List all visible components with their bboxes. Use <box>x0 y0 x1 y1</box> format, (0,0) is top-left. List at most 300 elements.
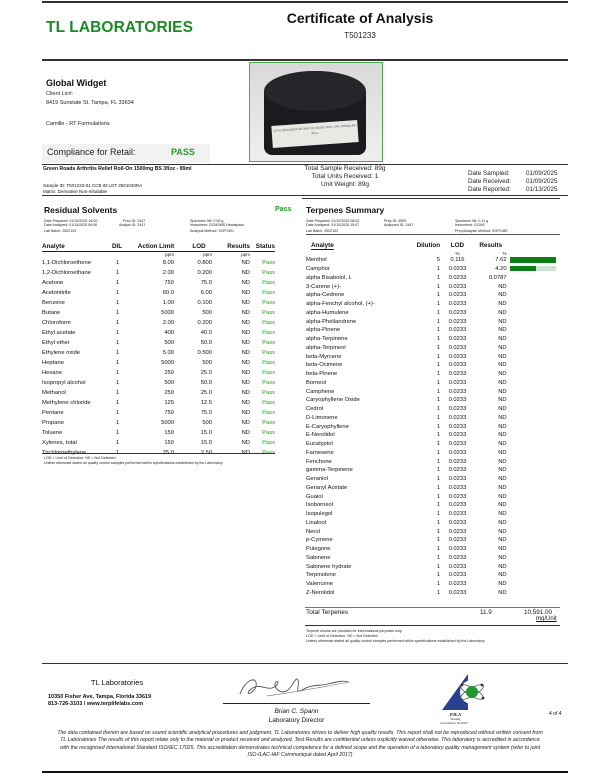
bar-cell <box>507 265 568 274</box>
dil-cell: 1 <box>116 330 120 336</box>
analyte-cell: Guaiol <box>306 493 323 500</box>
action-limit-cell: 750 <box>164 280 174 286</box>
lod-cell: 0.0233 <box>448 344 467 351</box>
product-name: Green Roads Arthritis Relief Roll-On 1500mg BS 3floz - 89ml <box>43 166 192 172</box>
action-limit-cell: 5000 <box>161 420 174 426</box>
bar-cell <box>507 274 568 283</box>
result-cell: ND <box>498 406 507 413</box>
result-cell: ND <box>241 370 250 376</box>
lod-cell: 500 <box>202 420 212 426</box>
result-cell: ND <box>498 371 507 378</box>
col-results: Results <box>479 242 503 249</box>
analyte-cell: Farnesene <box>306 449 334 456</box>
dilution-cell: 1 <box>436 449 441 456</box>
lod-cell: 0.200 <box>197 320 212 326</box>
rs-note-lod: LOD = Limit of Detection; ND = Not Detected <box>44 456 116 460</box>
dilution-cell: 1 <box>436 493 441 500</box>
lod-cell: 15.0 <box>200 440 212 446</box>
lod-cell: 0.0233 <box>448 546 467 553</box>
action-limit-cell: 125 <box>164 400 174 406</box>
analyte-cell: Methanol <box>42 390 66 396</box>
signer-name: Brian C. Spann <box>274 708 319 715</box>
total-units-received: Total Units Received: 1 <box>311 173 379 180</box>
date-sampled-label: Date Sampled: <box>468 170 510 177</box>
col-analyte: Analyte <box>311 242 334 249</box>
table-row <box>305 326 568 335</box>
analyte-cell: alpha-Phellandrene <box>306 318 357 325</box>
lod-cell: 0.800 <box>197 260 212 266</box>
analyte-cell: Fenchone <box>306 458 332 465</box>
lod-cell: 0.0233 <box>448 353 467 360</box>
result-cell: ND <box>498 318 507 325</box>
date-received-value: 01/09/2025 <box>526 178 558 185</box>
table-row <box>305 361 568 370</box>
table-row <box>305 274 568 283</box>
client-name: Global Widget <box>46 78 107 88</box>
bar-cell <box>507 387 568 396</box>
col-dil: DIL <box>112 242 132 251</box>
result-cell: ND <box>498 484 507 491</box>
result-cell: ND <box>498 589 507 596</box>
col-lod: LOD <box>180 242 218 251</box>
lod-cell: 0.0233 <box>448 493 467 500</box>
lod-cell: 0.0233 <box>448 266 467 273</box>
analyte-cell: gamma-Terpinene <box>306 467 353 474</box>
lod-cell: 0.0233 <box>448 423 467 430</box>
tp-analyst-id: Analyzed ID: 2447 <box>384 223 414 227</box>
dil-cell: 1 <box>116 260 120 266</box>
page-title: Certificate of Analysis <box>286 10 434 26</box>
lod-cell: 0.0233 <box>448 467 467 474</box>
compliance-box <box>42 144 210 163</box>
result-cell: ND <box>498 467 507 474</box>
action-limit-cell: 5.00 <box>162 350 174 356</box>
bar-cell <box>507 361 568 370</box>
lod-cell: 500 <box>202 360 212 366</box>
lod-cell: 0.0233 <box>448 362 467 369</box>
result-cell: ND <box>498 449 507 456</box>
dilution-cell: 1 <box>436 554 441 561</box>
dilution-cell: 1 <box>436 309 441 316</box>
status-cell: Pass <box>262 260 275 266</box>
table-header-row <box>42 242 275 251</box>
lod-cell: 0.0233 <box>448 301 467 308</box>
bar-cell <box>507 317 568 326</box>
table-row <box>305 379 568 388</box>
analyte-cell: 3-Carene (+)- <box>306 283 341 290</box>
rs-specimen-wt: Specimen Wt: 0.05 g <box>190 219 224 223</box>
analyte-cell: Acetone <box>42 280 64 286</box>
analyte-cell: alpha-Fenchyl alcohol, (+)- <box>306 301 375 308</box>
dilution-cell: 1 <box>436 379 441 386</box>
status-cell: Pass <box>262 370 275 376</box>
rs-date-prepared: Date Prepared: 01/10/2025 16:00 <box>44 219 98 223</box>
dil-cell: 1 <box>116 390 120 396</box>
tp-note-lod: LOD = Limit of Detection; ND = Not Detected <box>306 634 378 638</box>
tp-total-bottom-rule <box>305 625 560 626</box>
jar-label: LOT# 2501040RA ARTHRITIS RELIEF ROLL-ON 1500mg BS 3fl oz <box>271 120 358 148</box>
tp-meta-rule <box>306 234 560 235</box>
analyte-cell: alpha-Cedrene <box>306 292 345 299</box>
lod-cell: 0.0233 <box>448 388 467 395</box>
table-row <box>305 571 568 580</box>
total-sample-received: Total Sample Received: 89g <box>304 165 386 172</box>
table-row <box>305 265 568 274</box>
rs-lab-batch: Lab Batch: 2502129 <box>44 229 77 233</box>
result-bar <box>510 257 556 263</box>
table-row <box>305 422 568 431</box>
disclaimer: The data contained therein are based on sound scientific analytical procedures and judgment. TL Laboratories strives to deliver high quality results. This report shall not be reproduced without written consent from TL Laboratories The results of this report relate only to the material or product received and analyzed. Test Results are confidential unless explicitly waived otherwise. This laboratory is accredited in accordance with the recognised International Standard ISO/IEC 17025. This accreditation demonstrates technical competence for a defined scope and the operation of a laboratory quality management system (refer to joint ISO-ILAC-IAF Communiqué dated April 2017) <box>57 730 543 759</box>
table-row <box>305 335 568 344</box>
terpenes-top-rule <box>302 198 560 199</box>
dilution-cell: 1 <box>436 362 441 369</box>
result-cell: ND <box>241 270 250 276</box>
bar-cell <box>507 457 568 466</box>
bar-cell <box>507 545 568 554</box>
analyte-cell: Chloroform <box>42 320 71 326</box>
result-cell: ND <box>498 423 507 430</box>
analyte-cell: beta-Myrcene <box>306 353 342 360</box>
result-cell: ND <box>498 327 507 334</box>
table-row <box>42 358 275 368</box>
analyte-cell: Pentane <box>42 410 64 416</box>
result-cell: ND <box>498 537 507 544</box>
analyte-cell: Caryophyllene Oxide <box>306 397 360 404</box>
lod-cell: 0.100 <box>197 300 212 306</box>
table-row <box>305 431 568 440</box>
lod-cell: 0.0233 <box>448 371 467 378</box>
table-row <box>305 475 568 484</box>
status-cell: Pass <box>262 420 275 426</box>
col-dilution: Dilution <box>416 242 441 249</box>
lod-cell: 0.0233 <box>448 441 467 448</box>
lod-cell: 0.0233 <box>448 476 467 483</box>
bar-cell <box>507 379 568 388</box>
residual-solvents-table <box>42 242 275 458</box>
header-rule <box>42 59 568 61</box>
lod-cell: 0.0233 <box>448 572 467 579</box>
result-cell: ND <box>498 336 507 343</box>
bottom-rule <box>42 771 568 773</box>
bar-cell <box>507 282 568 291</box>
table-row <box>305 256 568 265</box>
dilution-cell: 1 <box>436 502 441 509</box>
lod-cell: 0.0233 <box>448 397 467 404</box>
analyte-cell: 1,1-Dichloroethene <box>42 260 91 266</box>
rs-prep-id: Prep ID: 2447 <box>123 219 146 223</box>
dilution-cell: 1 <box>436 266 441 273</box>
table-row <box>42 418 275 428</box>
rs-note-qc: Unless otherwise stated all quality control samples performed within specifications established by the Laboratory. <box>44 461 224 465</box>
lod-cell: 0.0233 <box>448 519 467 526</box>
lod-cell: 0.0233 <box>448 449 467 456</box>
result-cell: ND <box>498 397 507 404</box>
analyte-cell: alpha-Terpineol <box>306 344 346 351</box>
analyte-cell: Pulegone <box>306 546 331 553</box>
result-cell: ND <box>498 528 507 535</box>
result-cell: 4.20 <box>495 266 507 273</box>
table-row <box>42 278 275 288</box>
table-row <box>42 368 275 378</box>
unit-limit: ppm <box>165 252 174 258</box>
table-row <box>305 510 568 519</box>
compliance-status: PASS <box>171 147 195 157</box>
lod-cell: 0.0233 <box>448 502 467 509</box>
table-row <box>305 387 568 396</box>
dil-cell: 1 <box>116 410 120 416</box>
dilution-cell: 1 <box>436 572 441 579</box>
table-header-row <box>305 241 568 250</box>
tp-instrument: Instrument: GCMS <box>455 223 485 227</box>
status-cell: Pass <box>262 280 275 286</box>
table-row <box>305 440 568 449</box>
lod-cell: 0.0233 <box>448 283 467 290</box>
analyte-cell: Ethyl ether <box>42 340 70 346</box>
analyte-cell: Heptane <box>42 360 64 366</box>
table-row <box>42 438 275 448</box>
lod-cell: 0.0233 <box>448 379 467 386</box>
analyte-cell: Propane <box>42 420 64 426</box>
analyte-cell: Toluene <box>42 430 63 436</box>
result-cell: ND <box>498 546 507 553</box>
action-limit-cell: 5000 <box>161 310 174 316</box>
tp-prep-id: Prep ID: 4509 <box>384 219 407 223</box>
result-cell: ND <box>498 563 507 570</box>
pjla-logo-icon <box>438 672 488 712</box>
result-cell: ND <box>498 493 507 500</box>
table-row <box>42 308 275 318</box>
dilution-cell: 1 <box>436 274 441 281</box>
action-limit-cell: 250 <box>164 370 174 376</box>
client-license: Client Lic#: <box>46 91 74 97</box>
table-row <box>42 298 275 308</box>
footer-contact: 813-726-3103 / www.terplifelabs.com <box>48 701 144 707</box>
lod-cell: 0.0233 <box>448 414 467 421</box>
dilution-cell: 1 <box>436 563 441 570</box>
dil-cell: 1 <box>116 440 120 446</box>
dilution-cell: 1 <box>436 467 441 474</box>
analyte-cell: Isopropyl alcohol <box>42 380 86 386</box>
tp-note-qc: Unless otherwise stated all quality control samples performed within specifications established by the Laboratory. <box>306 639 486 643</box>
bar-cell <box>507 352 568 361</box>
tp-total-top-rule <box>305 607 560 608</box>
total-terpenes-label: Total Terpenes <box>306 609 349 616</box>
page-number: 4 of 4 <box>549 711 562 717</box>
bar-cell <box>507 562 568 571</box>
table-row <box>305 396 568 405</box>
table-row <box>42 288 275 298</box>
status-cell: Pass <box>262 410 275 416</box>
result-bar-fill <box>510 266 537 272</box>
unit-results: % <box>502 250 507 256</box>
result-cell: ND <box>498 414 507 421</box>
status-cell: Pass <box>262 400 275 406</box>
table-row <box>305 501 568 510</box>
status-cell: Pass <box>262 440 275 446</box>
status-cell: Pass <box>262 390 275 396</box>
result-cell: ND <box>241 380 250 386</box>
dilution-cell: 1 <box>436 414 441 421</box>
lod-cell: 50.0 <box>200 340 212 346</box>
bar-cell <box>507 466 568 475</box>
dil-cell: 1 <box>116 300 120 306</box>
date-sampled-value: 01/09/2025 <box>526 170 558 177</box>
result-cell: ND <box>241 330 250 336</box>
action-limit-cell: 150 <box>164 430 174 436</box>
table-row <box>305 352 568 361</box>
lod-cell: 6.00 <box>200 290 212 296</box>
lod-cell: 25.0 <box>200 390 212 396</box>
bar-cell <box>507 309 568 318</box>
terpenes-table <box>305 241 568 597</box>
table-row <box>42 378 275 388</box>
result-cell: ND <box>498 441 507 448</box>
result-cell: ND <box>498 362 507 369</box>
table-row <box>305 291 568 300</box>
dilution-cell: 1 <box>436 528 441 535</box>
bar-cell <box>507 431 568 440</box>
sample-matrix: Matrix: Derivative Non-Inhalable <box>43 189 108 194</box>
dilution-cell: 1 <box>436 371 441 378</box>
status-cell: Pass <box>262 290 275 296</box>
lod-cell: 0.0233 <box>448 528 467 535</box>
result-cell: ND <box>241 340 250 346</box>
table-row <box>42 408 275 418</box>
unit-weight: Unit Weight: 89g <box>321 181 369 188</box>
analyte-cell: Cedrol <box>306 406 324 413</box>
lod-cell: 75.0 <box>200 280 212 286</box>
dilution-cell: 1 <box>436 546 441 553</box>
footer-top-rule <box>42 663 568 664</box>
client-address: 8419 Sunstate St. Tampa, FL 33634 <box>46 100 134 106</box>
top-rule <box>42 1 568 3</box>
bar-cell <box>507 536 568 545</box>
table-row <box>305 457 568 466</box>
tp-note-info: Terpene results are provided for informational purposes only. <box>306 629 403 633</box>
analyte-cell: Hexane <box>42 370 62 376</box>
lod-cell: 0.0233 <box>448 554 467 561</box>
bar-cell <box>507 492 568 501</box>
result-cell: ND <box>241 310 250 316</box>
dilution-cell: 1 <box>436 327 441 334</box>
table-row <box>305 344 568 353</box>
dilution-cell: 1 <box>436 283 441 290</box>
residual-solvents-status: Pass <box>275 206 292 213</box>
table-row <box>42 328 275 338</box>
dil-cell: 1 <box>116 290 120 296</box>
total-terpenes-unit: mg/Unit <box>536 616 557 622</box>
dilution-cell: 1 <box>436 423 441 430</box>
analyte-cell: Borneol <box>306 379 326 386</box>
date-reported-label: Date Reported: <box>468 186 511 193</box>
result-bar-fill <box>510 257 556 263</box>
unit-results: ppm <box>241 252 250 258</box>
compliance-label: Compliance for Retail: <box>47 147 136 157</box>
result-cell: ND <box>498 344 507 351</box>
table-row <box>305 536 568 545</box>
lod-cell: 0.0233 <box>448 406 467 413</box>
table-row <box>42 348 275 358</box>
table-row <box>305 466 568 475</box>
analyte-cell: Ethyl acetate <box>42 330 76 336</box>
lod-cell: 0.0233 <box>448 563 467 570</box>
bar-cell <box>507 589 568 598</box>
lod-cell: 0.0233 <box>448 589 467 596</box>
jar-lid <box>264 71 366 111</box>
action-limit-cell: 250 <box>164 390 174 396</box>
dil-cell: 1 <box>116 350 120 356</box>
col-status: Status <box>250 242 275 251</box>
table-row <box>305 580 568 589</box>
analyte-cell: Geraniol <box>306 476 328 483</box>
footer-lab-name: TL Laboratories <box>90 678 144 687</box>
table-row <box>305 405 568 414</box>
status-cell: Pass <box>262 270 275 276</box>
analyte-cell: Eucalyptol <box>306 441 333 448</box>
table-row <box>305 519 568 528</box>
result-cell: ND <box>498 519 507 526</box>
accreditor-name: PJLA <box>450 712 462 717</box>
action-limit-cell: 60.0 <box>162 290 174 296</box>
accreditor-sub: Testing <box>450 717 461 721</box>
lod-cell: 0.0233 <box>448 318 467 325</box>
table-row <box>42 398 275 408</box>
result-cell: ND <box>241 260 250 266</box>
table-row <box>305 282 568 291</box>
date-reported-value: 01/13/2025 <box>526 186 558 193</box>
dil-cell: 1 <box>116 280 120 286</box>
signature-line <box>223 703 370 704</box>
analyte-cell: Benzene <box>42 300 65 306</box>
bar-cell <box>507 300 568 309</box>
status-cell: Pass <box>262 310 275 316</box>
table-row <box>305 449 568 458</box>
bar-cell <box>507 519 568 528</box>
analyte-cell: alpha-Humulene <box>306 309 349 316</box>
analyte-cell: Z-Nerolidol <box>306 589 335 596</box>
bar-cell <box>507 449 568 458</box>
analyte-cell: Terpinolene <box>306 572 336 579</box>
table-row <box>42 318 275 328</box>
action-limit-cell: 400 <box>164 330 174 336</box>
dilution-cell: 1 <box>436 581 441 588</box>
dilution-cell: 5 <box>436 257 441 264</box>
result-cell: ND <box>241 350 250 356</box>
action-limit-cell: 1.00 <box>162 300 174 306</box>
analyte-cell: Camphor <box>306 266 330 273</box>
analyte-cell: alpha-Pinene <box>306 327 341 334</box>
action-limit-cell: 8.00 <box>162 260 174 266</box>
bar-cell <box>507 405 568 414</box>
table-row <box>305 317 568 326</box>
dil-cell: 1 <box>116 430 120 436</box>
bar-cell <box>507 414 568 423</box>
lod-cell: 0.0233 <box>448 309 467 316</box>
analyte-cell: Valencene <box>306 581 333 588</box>
action-limit-cell: 5000 <box>161 360 174 366</box>
tp-lab-batch: Lab Batch: 2502102 <box>306 229 339 233</box>
bar-cell <box>507 527 568 536</box>
bar-cell <box>507 326 568 335</box>
result-cell: ND <box>498 511 507 518</box>
tp-method: Prep/Analysis Method: SOP1380 <box>455 229 508 233</box>
col-bar <box>507 241 568 250</box>
rs-method: Analysis Method: SOP1301 <box>190 229 234 233</box>
bar-cell <box>507 370 568 379</box>
units-row <box>42 251 275 258</box>
dil-cell: 1 <box>116 380 120 386</box>
dil-cell: 1 <box>116 320 120 326</box>
